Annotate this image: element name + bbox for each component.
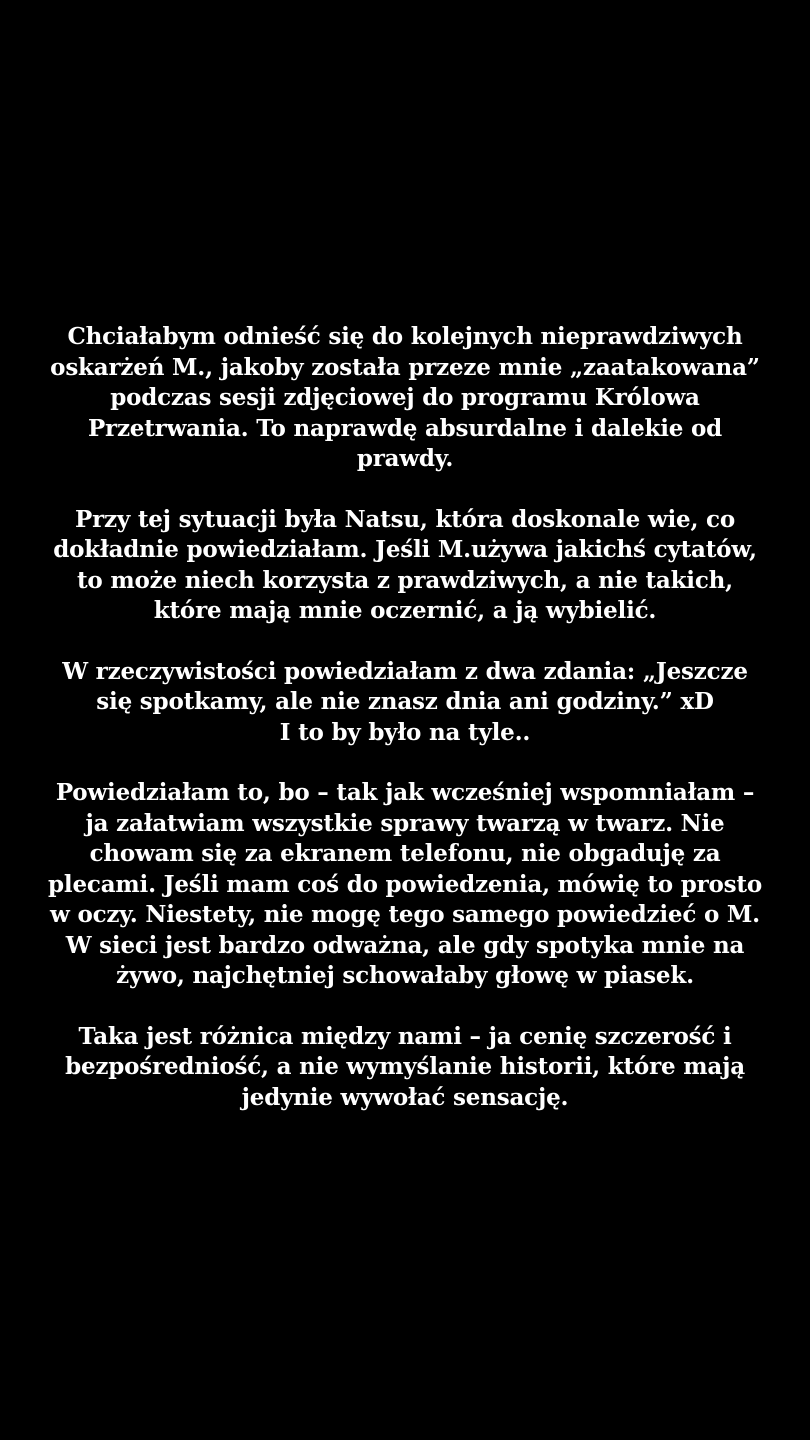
text-line: W sieci jest bardzo odważna, ale gdy spotyka mnie na — [65, 931, 745, 959]
paragraph-5 — [24, 1022, 786, 1114]
text-line: plecami. Jeśli mam coś do powiedzenia, mówię to prosto — [48, 870, 762, 898]
paragraph-2 — [24, 505, 786, 627]
text-line: chowam się za ekranem telefonu, nie obgaduję za — [89, 840, 721, 867]
text-line: Powiedziałam to, bo – tak jak wcześniej wspomniałam – — [55, 779, 755, 806]
text-line: to może niech korzysta z prawdziwych, a nie takich, — [77, 566, 733, 594]
text-line: które mają mnie oczernić, a ją wybielić. — [153, 597, 657, 624]
text-line: I to by było na tyle.. — [279, 718, 531, 746]
text-line: prawdy. — [356, 445, 454, 472]
text-line: w oczy. Niestety, nie mogę tego samego powiedzieć o M. — [50, 901, 760, 928]
text-line: Taka jest różnica między nami – ja cenię szczerość i — [78, 1022, 732, 1050]
text-line: Chciałabym odnieść się do kolejnych nieprawdziwych — [67, 323, 743, 350]
text-line: Przetrwania. To naprawdę absurdalne i dalekie od — [87, 414, 723, 442]
text-line: oskarżeń M., jakoby została przeze mnie „zaatakowana” — [50, 353, 760, 381]
story-text-block — [0, 322, 810, 1143]
paragraph-3 — [24, 657, 786, 749]
text-line: podczas sesji zdjęciowej do programu Królowa — [110, 384, 700, 411]
text-line: ja załatwiam wszystkie sprawy twarzą w twarz. Nie — [85, 809, 725, 837]
text-line: bezpośredniość, a nie wymyślanie historii, które mają — [65, 1053, 745, 1080]
text-line: dokładnie powiedziałam. Jeśli M.używa jakichś cytatów, — [53, 536, 757, 563]
text-line: W rzeczywistości powiedziałam z dwa zdania: „Jeszcze — [62, 657, 748, 685]
text-line: żywo, najchętniej schowałaby głowę w piasek. — [116, 962, 694, 989]
text-line: się spotkamy, ale nie znasz dnia ani godziny.” xD — [96, 688, 714, 715]
paragraph-1 — [24, 322, 786, 475]
paragraph-4 — [24, 778, 786, 992]
text-line: Przy tej sytuacji była Natsu, która doskonale wie, co — [74, 505, 736, 533]
text-line: jedynie wywołać sensację. — [241, 1083, 569, 1111]
